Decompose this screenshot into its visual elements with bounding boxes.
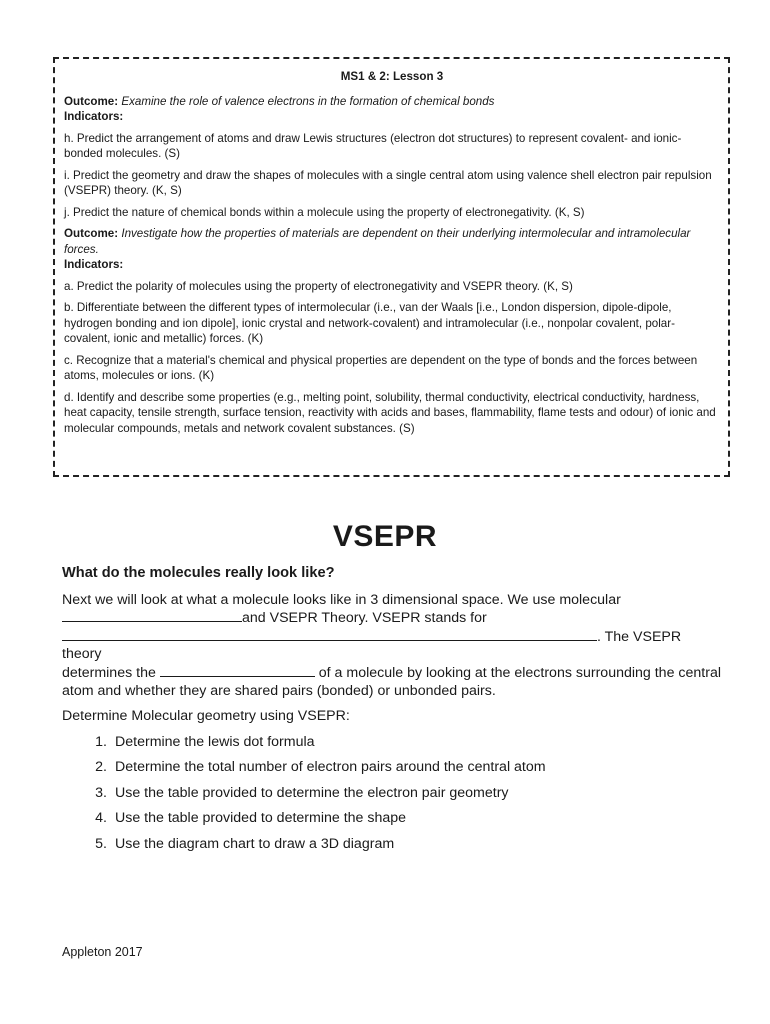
indicators-1-label: Indicators: xyxy=(64,110,124,123)
list-item xyxy=(62,836,722,862)
step-number: 2. xyxy=(95,759,107,776)
indicator-a: a. Predict the polarity of molecules using the property of electronegativity and VSEPR theory. (K, S) xyxy=(64,279,573,293)
indicator-i: i. Predict the geometry and draw the shapes of molecules with a single central atom using valence shell electron pair repulsion (VSEPR) theory. (K, S) xyxy=(64,168,712,197)
intro-text-5: of a molecule by looking at the electrons surrounding the central atom and whether they are shared pairs (bonded) or unbonded pairs. xyxy=(62,664,721,699)
list-item xyxy=(62,759,722,785)
step-text: Determine the total number of electron pairs around the central atom xyxy=(115,759,546,776)
geometry-instructions: Determine Molecular geometry using VSEPR: xyxy=(62,708,350,725)
intro-text-4: determines the xyxy=(62,664,156,681)
section-subheading: What do the molecules really look like? xyxy=(62,565,335,581)
intro-text-2: and VSEPR Theory. VSEPR stands for xyxy=(242,610,487,627)
indicator-h: h. Predict the arrangement of atoms and draw Lewis structures (electron dot structures) to represent covalent- and ionic-bonded molecules. (S) xyxy=(64,131,682,160)
indicators-2-label: Indicators: xyxy=(64,258,124,271)
fill-blank-2[interactable] xyxy=(62,628,597,641)
list-item xyxy=(62,734,722,760)
step-text: Use the table provided to determine the shape xyxy=(115,810,407,827)
intro-text-1: Next we will look at what a molecule looks like in 3 dimensional space. We use molecular xyxy=(62,591,621,608)
list-item xyxy=(62,785,722,811)
outcome-1-label: Outcome: xyxy=(64,94,119,108)
step-number: 3. xyxy=(95,784,107,801)
indicator-j: j. Predict the nature of chemical bonds within a molecule using the property of electronegativity. (K, S) xyxy=(64,205,585,219)
step-text: Use the diagram chart to draw a 3D diagram xyxy=(115,835,395,852)
fill-blank-1[interactable] xyxy=(62,609,242,622)
fill-blank-3[interactable] xyxy=(160,664,315,677)
steps-list xyxy=(62,734,722,862)
step-text: Determine the lewis dot formula xyxy=(115,733,315,750)
lesson-title: MS1 & 2: Lesson 3 xyxy=(340,70,444,83)
page-footer: Appleton 2017 xyxy=(62,945,143,959)
indicator-d: d. Identify and describe some properties (e.g., melting point, solubility, thermal conductivity, electrical conductivity, hardness, heat capacity, tensile strength, surface tension, reactivity with acids and bases, flammability, flame tests and odour) of ionic and molecular compounds, metals and network covalent substances. (S) xyxy=(64,390,716,435)
page-title: VSEPR xyxy=(332,520,438,553)
step-number: 5. xyxy=(95,835,107,852)
step-text: Use the table provided to determine the electron pair geometry xyxy=(115,784,509,801)
intro-text-3: . The VSEPR theory xyxy=(62,628,682,663)
outcome-2-text: Investigate how the properties of materials are dependent on their underlying intermolecular and intramolecular forces. xyxy=(64,227,691,256)
indicator-c: c. Recognize that a material's chemical and physical properties are dependent on the type of bonds and the forces between atoms, molecules or ions. (K) xyxy=(64,353,698,382)
outcome-1-text: Examine the role of valence electrons in the formation of chemical bonds xyxy=(121,94,495,108)
step-number: 4. xyxy=(95,810,107,827)
outcome-2 xyxy=(64,226,720,257)
step-number: 1. xyxy=(95,733,107,750)
curriculum-outcomes-box xyxy=(53,57,730,477)
outcome-1 xyxy=(64,94,720,110)
vsepr-intro-paragraph xyxy=(62,592,722,701)
main-content xyxy=(62,565,722,861)
outcome-2-label: Outcome: xyxy=(64,227,119,240)
list-item xyxy=(62,810,722,836)
indicator-b: b. Differentiate between the different types of intermolecular (i.e., van der Waals [i.e., London dispersion, dipole-dipole, hydrogen bonding and ion dipole], ionic crystal and network-covalent) and intramolecular (i.e., nonpolar covalent, polar-covalent, ionic and metallic) forces. (K) xyxy=(64,301,675,345)
